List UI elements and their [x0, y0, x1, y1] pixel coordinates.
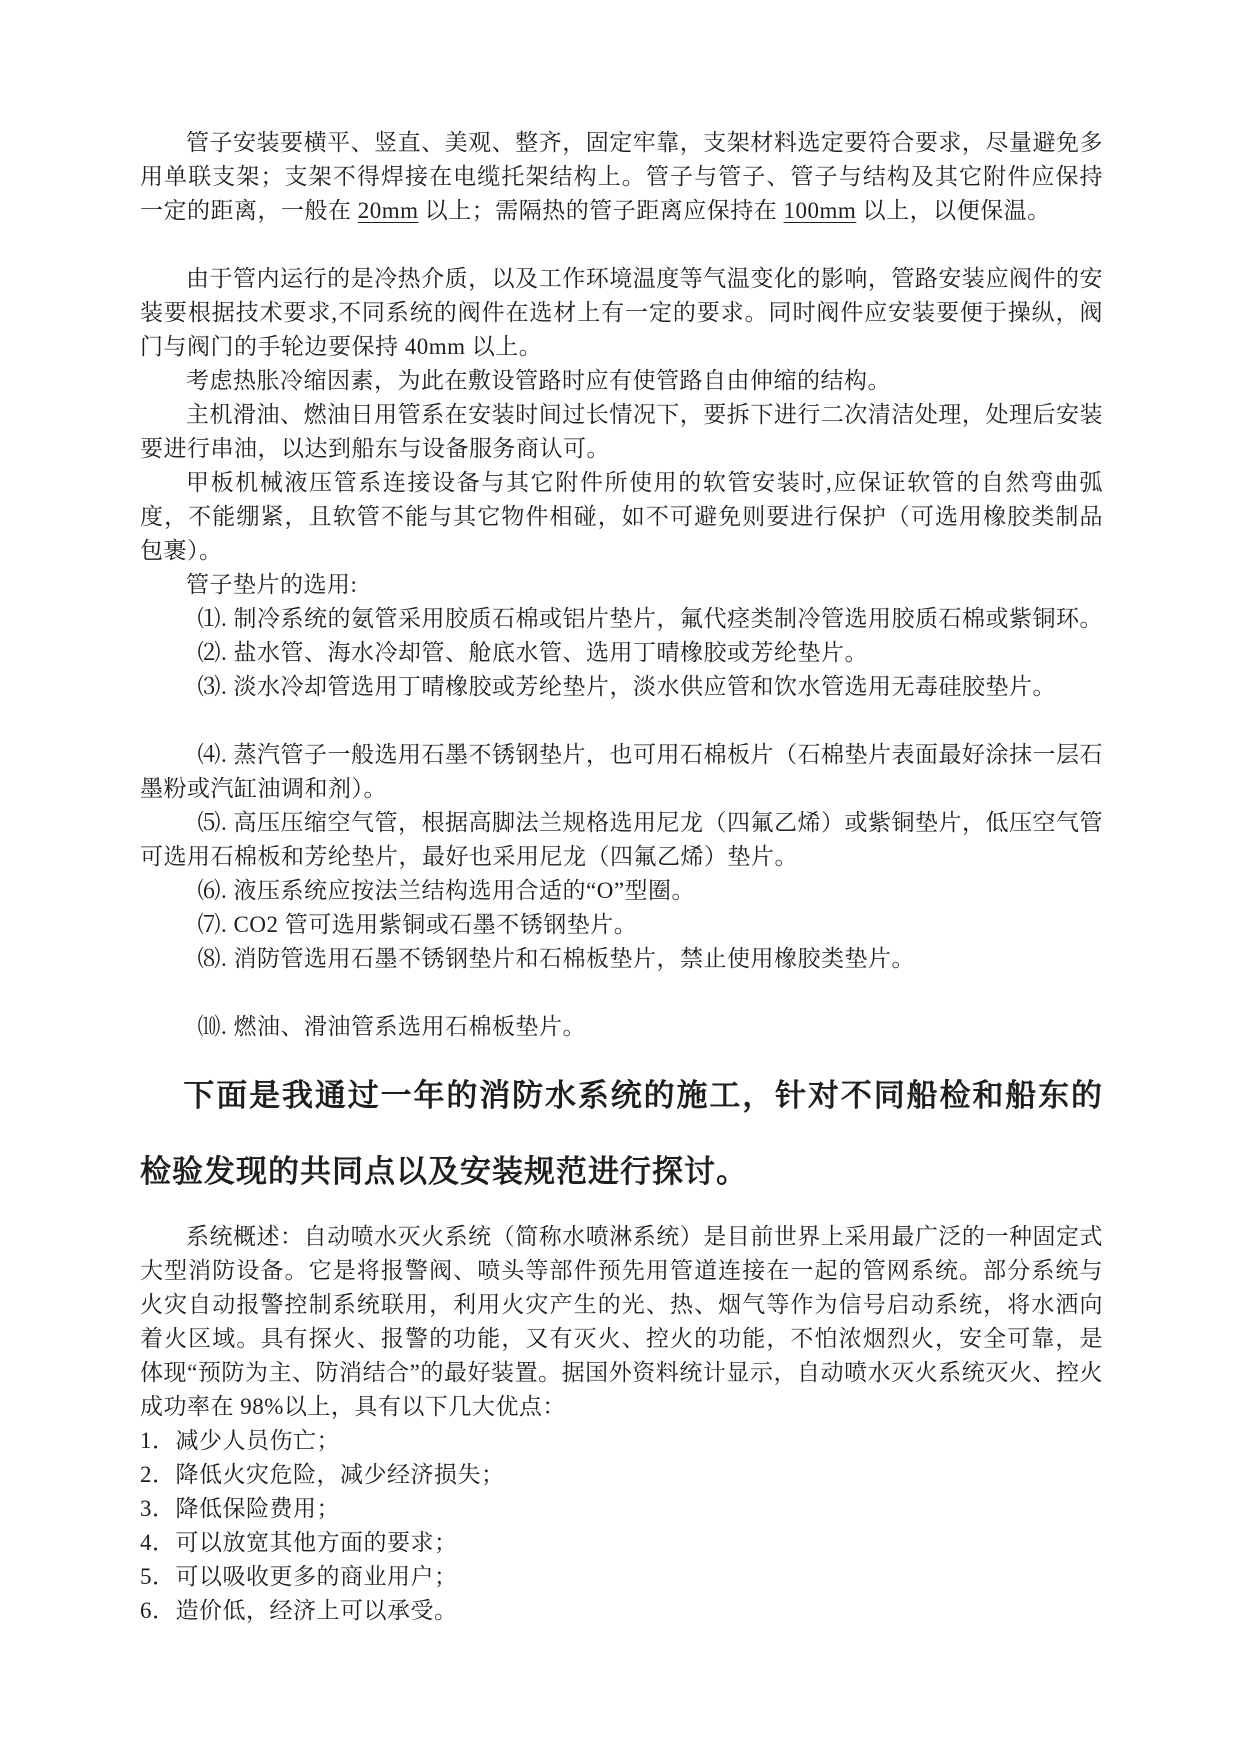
text-run: ⑵. 盐水管、海水冷却管、舱底水管、选用丁晴橡胶或芳纶垫片。: [197, 640, 868, 665]
text-run: 以上；需隔热的管子距离应保持在: [418, 198, 784, 223]
gasket-item-7: [140, 908, 1103, 942]
gasket-item-4: [140, 738, 1103, 806]
blank-line: [140, 704, 1103, 738]
text-run: ⑽. 燃油、滑油管系选用石棉板垫片。: [197, 1014, 586, 1039]
gasket-item-5: [140, 806, 1103, 874]
text-run: 6．造价低，经济上可以承受。: [140, 1598, 458, 1623]
para-valve-install: [140, 262, 1103, 364]
text-run: 由于管内运行的是冷热介质，以及工作环境温度等气温变化的影响，管路安装应阀件的安装要根据技术要求,不同系统的阀件在选材上有一定的要求。同时阀件应安装要便于操纵，阀门与阀门的手轮边要保持 40mm 以上。: [140, 266, 1103, 359]
blank-line: [140, 976, 1103, 1010]
text-run: 管子安装要横平、竖直、美观、整齐，固定牢靠，支架材料选定要符合要求，尽量避免多用单联支架；支架不得焊接在电缆托架结构上。管子与管子、管子与结构及其它附件应保持一定的距离，一般在: [140, 130, 1103, 223]
blank-line: [140, 228, 1103, 262]
text-run: 考虑热胀冷缩因素，为此在敷设管路时应有使管路自由伸缩的结构。: [186, 368, 891, 393]
text-run: 以上，以便保温。: [856, 198, 1051, 223]
gasket-item-1: [140, 602, 1103, 636]
underlined-value: 20mm: [357, 198, 419, 223]
advantage-item-2: [140, 1458, 1103, 1492]
text-run: 系统概述：自动喷水灭火系统（简称水喷淋系统）是目前世界上采用最广泛的一种固定式大型消防设备。它是将报警阀、喷头等部件预先用管道连接在一起的管网系统。部分系统与火灾自动报警控制系统联用，利用火灾产生的光、热、烟气等作为信号启动系统，将水洒向着火区域。具有探火、报警的功能，又有灭火、控火的功能，不怕浓烟烈火，安全可靠，是体现“预防为主、防消结合”的最好装置。据国外资料统计显示，自动喷水灭火系统灭火、控火成功率在 98%以上，具有以下几大优点：: [140, 1224, 1103, 1419]
advantage-item-5: [140, 1560, 1103, 1594]
advantage-item-3: [140, 1492, 1103, 1526]
text-run: 主机滑油、燃油日用管系在安装时间过长情况下，要拆下进行二次清洁处理，处理后安装要进行串油，以达到船东与设备服务商认可。: [140, 402, 1103, 461]
para-lube-fuel-pipes: [140, 398, 1103, 466]
text-run: ⑺. CO2 管可选用紫铜或石墨不锈钢垫片。: [197, 912, 638, 937]
text-run: ⑸. 高压压缩空气管，根据高脚法兰规格选用尼龙（四氟乙烯）或紫铜垫片，低压空气管可选用石棉板和芳纶垫片，最好也采用尼龙（四氟乙烯）垫片。: [140, 810, 1103, 869]
text-run: ⑷. 蒸汽管子一般选用石墨不锈钢垫片，也可用石棉板片（石棉垫片表面最好涂抹一层石墨粉或汽缸油调和剂）。: [140, 742, 1103, 801]
gasket-item-6: [140, 874, 1103, 908]
para-thermal-expansion: [140, 364, 1103, 398]
text-run: ⑶. 淡水冷却管选用丁晴橡胶或芳纶垫片，淡水供应管和饮水管选用无毒硅胶垫片。: [197, 674, 1056, 699]
text-run: 甲板机械液压管系连接设备与其它附件所使用的软管安装时,应保证软管的自然弯曲弧度，不能绷紧，且软管不能与其它物件相碰，如不可避免则要进行保护（可选用橡胶类制品包裹）。: [140, 470, 1103, 563]
text-run: ⑹. 液压系统应按法兰结构选用合适的“O”型圈。: [197, 878, 696, 903]
text-run: 2．降低火灾危险，减少经济损失；: [140, 1462, 505, 1487]
text-run: 5．可以吸收更多的商业用户；: [140, 1564, 458, 1589]
gasket-item-8: [140, 942, 1103, 976]
gasket-item-3: [140, 670, 1103, 704]
text-run: 3．降低保险费用；: [140, 1496, 340, 1521]
gasket-item-2: [140, 636, 1103, 670]
gasket-item-10: [140, 1010, 1103, 1044]
text-run: 4．可以放宽其他方面的要求；: [140, 1530, 458, 1555]
advantage-item-1: [140, 1424, 1103, 1458]
underlined-value: 100mm: [783, 198, 857, 223]
text-run: ⑴. 制冷系统的氨管采用胶质石棉或铝片垫片，氟代痉类制冷管选用胶质石棉或紫铜环。: [197, 606, 1103, 631]
para-pipe-install-requirements: [140, 126, 1103, 228]
para-deck-hydraulic-hose: [140, 466, 1103, 568]
text-run: 下面是我通过一年的消防水系统的施工，针对不同船检和船东的检验发现的共同点以及安装规范进行探讨。: [140, 1078, 1103, 1189]
text-run: 1．减少人员伤亡；: [140, 1428, 340, 1453]
text-run: 管子垫片的选用:: [186, 572, 358, 597]
section-heading-fire-water-system: [140, 1058, 1103, 1210]
advantage-item-4: [140, 1526, 1103, 1560]
para-gasket-selection-title: [140, 568, 1103, 602]
para-system-overview: [140, 1220, 1103, 1424]
advantage-item-6: [140, 1594, 1103, 1628]
text-run: ⑻. 消防管选用石墨不锈钢垫片和石棉板垫片，禁止使用橡胶类垫片。: [197, 946, 915, 971]
